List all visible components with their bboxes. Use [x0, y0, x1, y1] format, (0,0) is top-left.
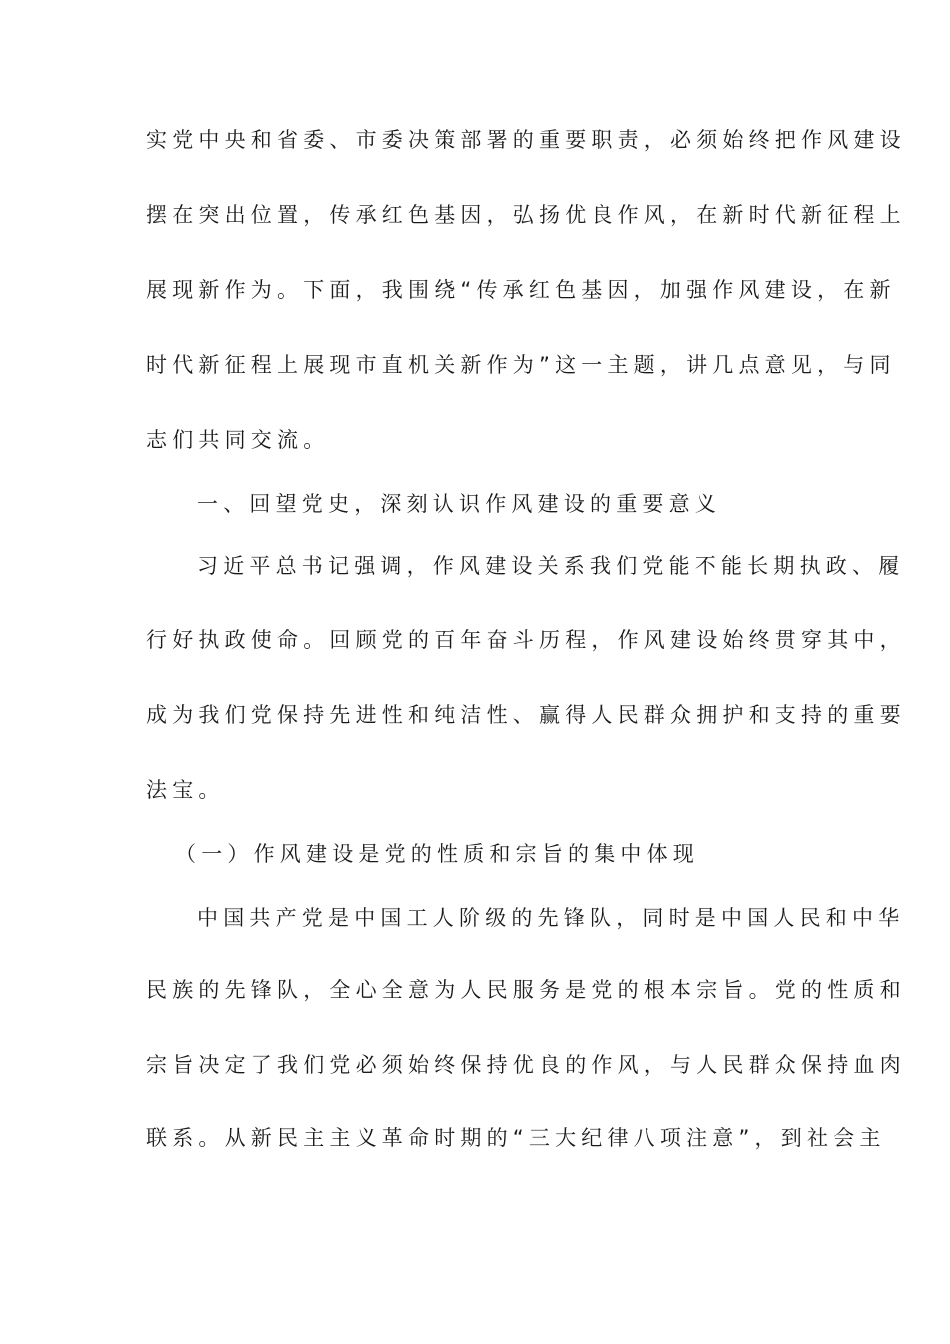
section-heading: 一、回望党史，深刻认识作风建设的重要意义: [197, 492, 721, 516]
text-line: 实党中央和省委、市委决策部署的重要职责，必须始终把作风建设: [146, 128, 906, 152]
text-line: 民族的先锋队，全心全意为人民服务是党的根本宗旨。党的性质和: [146, 978, 906, 1002]
text-line: 宗旨决定了我们党必须始终保持优良的作风，与人民群众保持血肉: [146, 1053, 906, 1077]
text-line: 成为我们党保持先进性和纯洁性、赢得人民群众拥护和支持的重要: [146, 703, 906, 727]
text-line: 时代新征程上展现市直机关新作为”这一主题，讲几点意见，与同: [146, 353, 896, 377]
text-line: 习近平总书记强调，作风建设关系我们党能不能长期执政、履: [197, 554, 905, 578]
text-line: 行好执政使命。回顾党的百年奋斗历程，作风建设始终贯穿其中，: [146, 628, 906, 652]
text-line: 摆在突出位置，传承红色基因，弘扬优良作风，在新时代新征程上: [146, 203, 906, 227]
text-line: 展现新作为。下面，我围绕“传承红色基因，加强作风建设，在新: [146, 278, 896, 302]
text-line: 联系。从新民主主义革命时期的“三大纪律八项注意”，到社会主: [146, 1126, 886, 1150]
text-line: 法宝。: [146, 778, 225, 802]
text-line: 志们共同交流。: [146, 428, 330, 452]
subsection-heading: （一）作风建设是党的性质和宗旨的集中体现: [175, 842, 699, 866]
text-line: 中国共产党是中国工人阶级的先锋队，同时是中国人民和中华: [197, 906, 905, 930]
